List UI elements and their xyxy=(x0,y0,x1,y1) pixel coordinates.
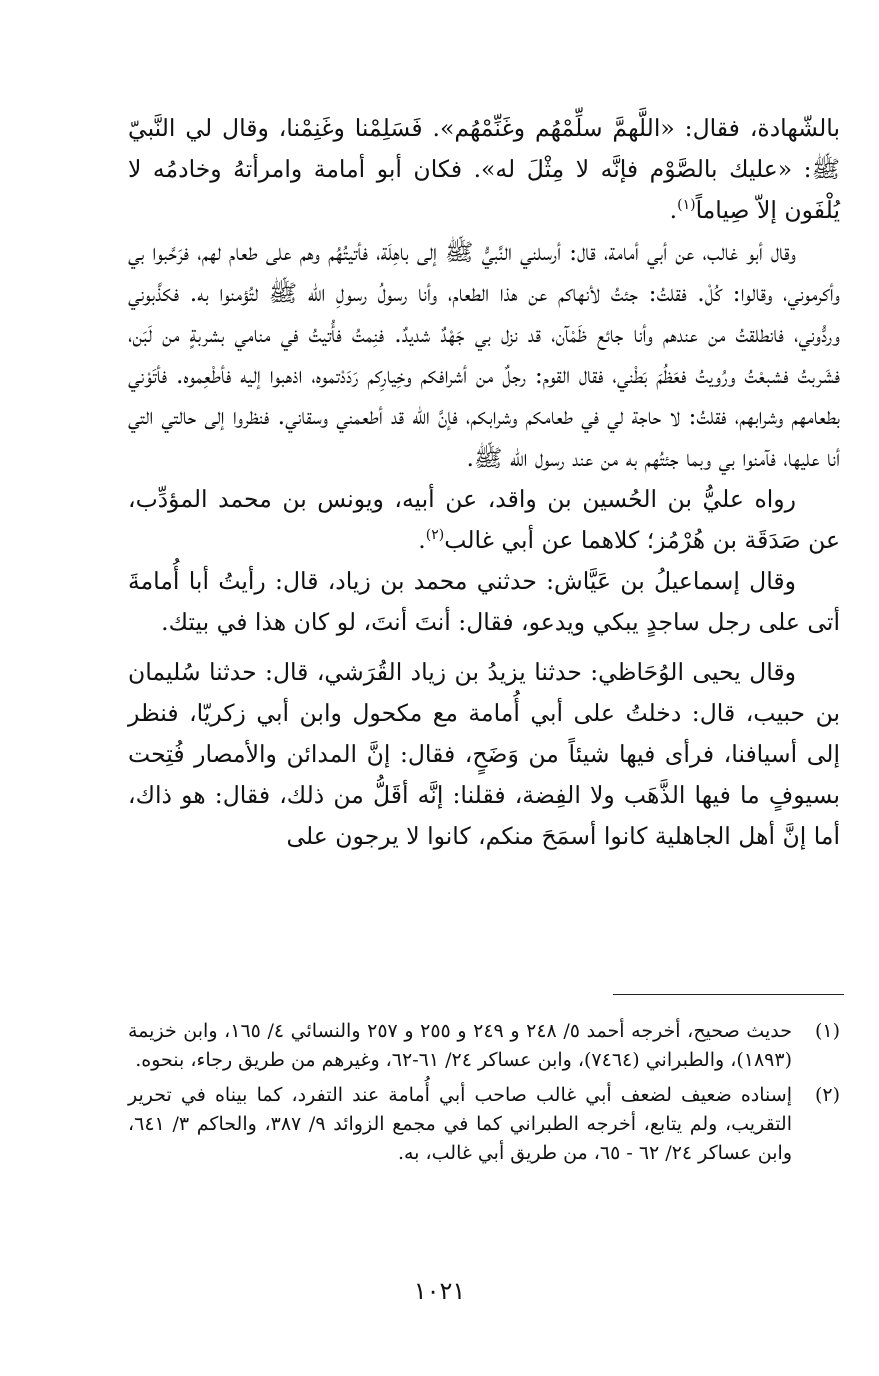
paragraph-1-text: بالشّهادة، فقال: «اللَّهمَّ سلِّمْهُم وغَنِّمْهُم». فَسَلِمْنا وغَنِمْنا، وقال لي النَّبيّ ﷺ: «عليك بالصَّوْم فإنَّه لا مِثْلَ له». فكان أبو أمامة وامرأتهُ وخادمُه لا يُلْفَون إلاّ صِياماً xyxy=(128,114,840,225)
footnote-ref-1: (١) xyxy=(677,197,696,214)
paragraph-4 xyxy=(128,561,840,643)
footnote-2-number: (٢) xyxy=(814,1084,840,1106)
footnote-1-text: حديث صحيح، أخرجه أحمد ٥/ ٢٤٨ و ٢٤٩ و ٢٥٥ و ٢٥٧ والنسائي ٤/ ١٦٥، وابن خزيمة (١٨٩٣)، والطبراني (٧٤٦٤)، وابن عساكر ٢٤/ ٦١-٦٢، وغيرهم من طريق رجاء، بنحوه. xyxy=(128,1020,792,1071)
paragraph-5-text: وقال يحيى الوُحَاظي: حدثنا يزيدُ بن زياد القُرَشي، قال: حدثنا سُليمان بن حبيب، قال: دخلتُ على أبي أُمامة مع مكحول وابن أبي زكريّا، فنظر إلى أسيافنا، فرأى فيها شيئاً من وَضَحٍ، فقال: إنَّ المدائن والأمصار فُتِحت بسيوفٍ ما فيها الذَّهَب ولا الفِضة، فقلنا: إنَّه أقَلُّ من ذلك، فقال: هو ذاك، أما إنَّ أهل الجاهلية كانوا أسمَحَ منكم، كانوا لا يرجون على xyxy=(128,657,840,851)
footnote-2 xyxy=(128,1081,840,1168)
paragraph-2 xyxy=(128,232,840,479)
paragraph-2-text: وقال أبو غالب، عن أبي أمامة، قال: أرسلني النَّبيُّ ﷺ إلى باهِلَة، فأتيتُهُم وهم على طعام لهم، فرَحَّبوا بي وأكرموني، وقالوا: كُلْ. فقلتُ: جئتُ لأنهاكم عن هذا الطعام، وأنا رسولُ رسولِ الله ﷺ لتُؤمنوا به. فكذَّبوني وردُّوني، فانطلقتُ من عندهم وأنا جائع ظَمْآن، قد نزل بي جَهْدٌ شديدٌ. فنِمتُ فأُتيتُ في منامي بشربةٍ من لَبَن، فشَربتُ فشبعْتُ ورُويتُ فعَظُمَ بَطْني، فقال القوم: رجلٌ من أشرافكم وخِيارِكم رَدَدْتموه، اذهبوا إليه فأطْعِموه. فأتَوْني بطعامهم وشرابهم، فقلتُ: لا حاجة لي في طعامكم وشرابكم، فإنَّ الله قد أطعمني وسقاني. فنظروا إلى حالتي التي أنا عليها، فآمنوا بي وبما جئتُهم به من عند رسول الله ﷺ. xyxy=(128,237,840,472)
footnote-ref-2: (٢) xyxy=(425,527,445,544)
paragraph-3-text: رواه عليُّ بن الحُسين بن واقد، عن أبيه، ويونس بن محمد المؤدِّب، عن صَدَقَة بن هُرْمُز؛ كلاهما عن أبي غالب xyxy=(128,484,840,555)
paragraph-1-end: . xyxy=(669,196,678,225)
paragraph-3-end: . xyxy=(418,526,426,555)
paragraph-3 xyxy=(128,479,840,561)
paragraph-4-text: وقال إسماعيلُ بن عَيَّاش: حدثني محمد بن زياد، قال: رأيتُ أبا أُمامةَ أتى على رجل ساجدٍ يبكي ويدعو، فقال: أنتَ أنتَ، لو كان هذا في بيتك. xyxy=(128,567,840,637)
paragraph-5 xyxy=(128,652,840,858)
footnote-1-number: (١) xyxy=(814,1020,840,1042)
paragraph-1 xyxy=(128,108,840,232)
footnote-separator xyxy=(613,994,844,995)
footnote-2-text: إسناده ضعيف لضعف أبي غالب صاحب أبي أُمامة عند التفرد، كما بيناه في تحرير التقريب، ولم يتابع، أخرجه الطبراني كما في مجمع الزوائد ٩/ ٣٨٧، والحاكم ٣/ ٦٤١، وابن عساكر ٢٤/ ٦٢ - ٦٥، من طريق أبي غالب، به. xyxy=(128,1084,792,1164)
page-number: ١٠٢١ xyxy=(413,1277,466,1305)
main-body-text xyxy=(128,108,840,858)
footnote-1 xyxy=(128,1017,840,1075)
footnotes-section xyxy=(128,1017,840,1174)
